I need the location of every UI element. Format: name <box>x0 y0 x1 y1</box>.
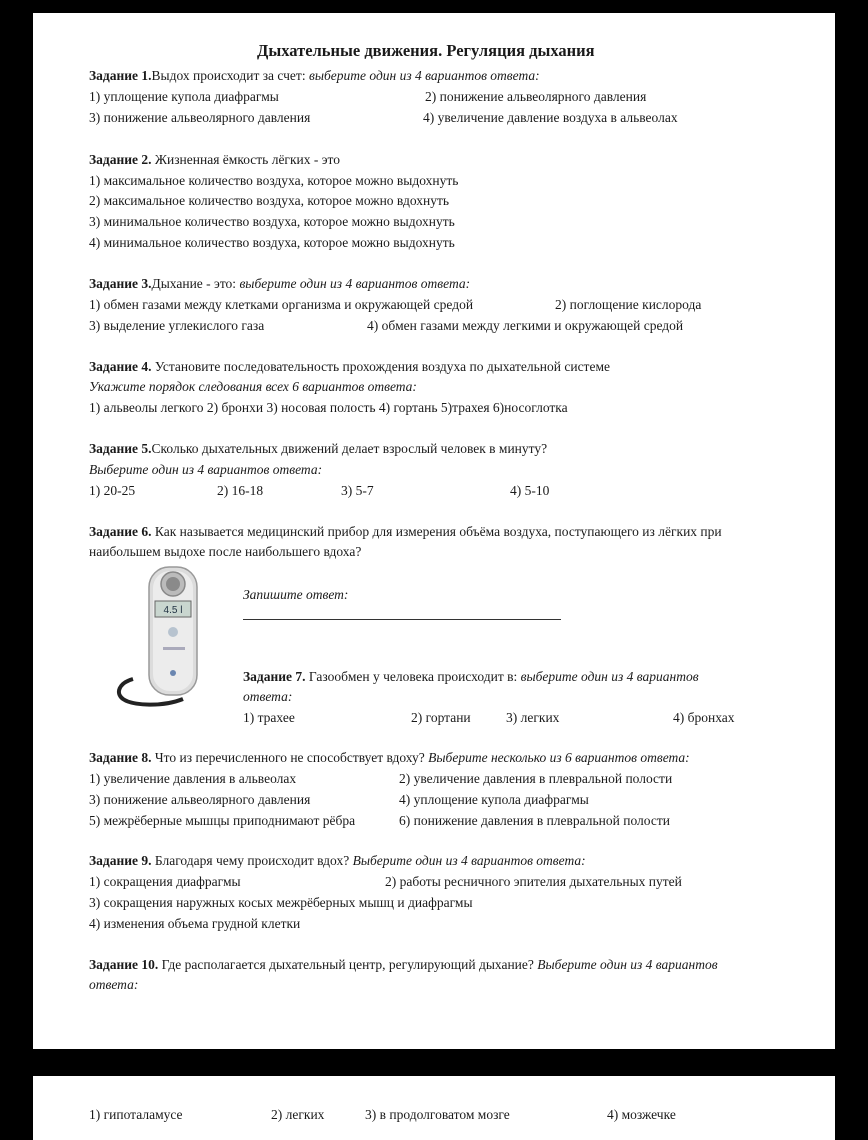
task5-option-3: 3) 5-7 <box>341 483 374 498</box>
task7-option-1: 1) трахее <box>243 710 295 725</box>
task2-option-3: 3) минимальное количество воздуха, которое можно выдохнуть <box>89 214 455 229</box>
task7-question: Задание 7. Газообмен у человека происходит в: выберите один из 4 вариантов <box>243 669 699 684</box>
task2-question: Задание 2. Жизненная ёмкость лёгких - это <box>89 152 341 167</box>
task7-option-2: 2) гортани <box>411 710 471 725</box>
task6-question-line2: наибольшем выдохе после наибольшего вдоха? <box>89 544 362 559</box>
task10-option-1: 1) гипоталамусе <box>89 1107 183 1122</box>
task7-option-3: 3) легких <box>506 710 560 725</box>
task6-answer-line <box>243 619 561 620</box>
page-title: Дыхательные движения. Регуляция дыхания <box>257 41 595 60</box>
task8-option-3: 3) понижение альвеолярного давления <box>89 792 311 807</box>
task5-option-1: 1) 20-25 <box>89 483 136 498</box>
task6-answer-prompt: Запишите ответ: <box>243 587 349 602</box>
task9-option-1: 1) сокращения диафрагмы <box>89 874 241 889</box>
task3-option-3: 3) выделение углекислого газа <box>89 318 265 333</box>
task10-question: Задание 10. Где располагается дыхательный центр, регулирующий дыхание? Выберите один из 4 вариантов <box>89 957 718 972</box>
task10-option-4: 4) мозжечке <box>607 1107 676 1122</box>
spirometer-image <box>113 561 203 711</box>
task10-option-3: 3) в продолговатом мозге <box>365 1107 510 1122</box>
task10-option-2: 2) легких <box>271 1107 325 1122</box>
task8-option-4: 4) уплощение купола диафрагмы <box>399 792 589 807</box>
task9-option-4: 4) изменения объема грудной клетки <box>89 916 301 931</box>
task5-question: Задание 5.Сколько дыхательных движений делает взрослый человек в минуту? <box>89 441 548 456</box>
task5-option-2: 2) 16-18 <box>217 483 264 498</box>
worksheet-page <box>33 13 835 1049</box>
task8-option-1: 1) увеличение давления в альвеолах <box>89 771 297 786</box>
task3-option-1: 1) обмен газами между клетками организма и окружающей средой <box>89 297 474 312</box>
task1-option-1: 1) уплощение купола диафрагмы <box>89 89 279 104</box>
task7-option-4: 4) бронхах <box>673 710 735 725</box>
task4-options: 1) альвеолы легкого 2) бронхи 3) носовая полость 4) гортань 5)трахея 6)носоглотка <box>89 400 568 415</box>
task9-question: Задание 9. Благодаря чему происходит вдох? Выберите один из 4 вариантов ответа: <box>89 853 586 868</box>
task10-instruction: ответа: <box>89 977 139 992</box>
task2-option-4: 4) минимальное количество воздуха, которое можно выдохнуть <box>89 235 455 250</box>
task1-option-4: 4) увеличение давление воздуха в альвеолах <box>423 110 678 125</box>
task3-option-4: 4) обмен газами между легкими и окружающей средой <box>367 318 684 333</box>
worksheet-page-2 <box>33 1076 835 1140</box>
task2-option-1: 1) максимальное количество воздуха, которое можно выдохнуть <box>89 173 459 188</box>
task3-option-2: 2) поглощение кислорода <box>555 297 702 312</box>
task5-option-4: 4) 5-10 <box>510 483 550 498</box>
task7-instruction: ответа: <box>243 689 293 704</box>
task5-instruction: Выберите один из 4 вариантов ответа: <box>89 462 323 477</box>
spirometer-display-value: 4.5 l <box>163 605 183 616</box>
task8-option-6: 6) понижение давления в плевральной полости <box>399 813 670 828</box>
task8-option-2: 2) увеличение давления в плевральной полости <box>399 771 673 786</box>
task3-question: Задание 3.Дыхание - это: выберите один из 4 вариантов ответа: <box>89 276 471 291</box>
task1-option-2: 2) понижение альвеолярного давления <box>425 89 647 104</box>
task4-question: Задание 4. Установите последовательность прохождения воздуха по дыхательной системе <box>89 359 610 374</box>
task8-option-5: 5) межрёберные мышцы приподнимают рёбра <box>89 813 356 828</box>
task1-question: Задание 1.Выдох происходит за счет: выберите один из 4 вариантов ответа: <box>89 68 540 83</box>
task6-question: Задание 6. Как называется медицинский прибор для измерения объёма воздуха, поступающего из лёгких при <box>89 524 722 539</box>
task9-option-3: 3) сокращения наружных косых межрёберных мышц и диафрагмы <box>89 895 473 910</box>
task4-instruction: Укажите порядок следования всех 6 вариантов ответа: <box>89 379 417 394</box>
task1-option-3: 3) понижение альвеолярного давления <box>89 110 311 125</box>
task8-question: Задание 8. Что из перечисленного не способствует вдоху? Выберите несколько из 6 вариантов ответа: <box>89 750 690 765</box>
task9-option-2: 2) работы ресничного эпителия дыхательных путей <box>385 874 682 889</box>
task2-option-2: 2) максимальное количество воздуха, которое можно вдохнуть <box>89 193 450 208</box>
